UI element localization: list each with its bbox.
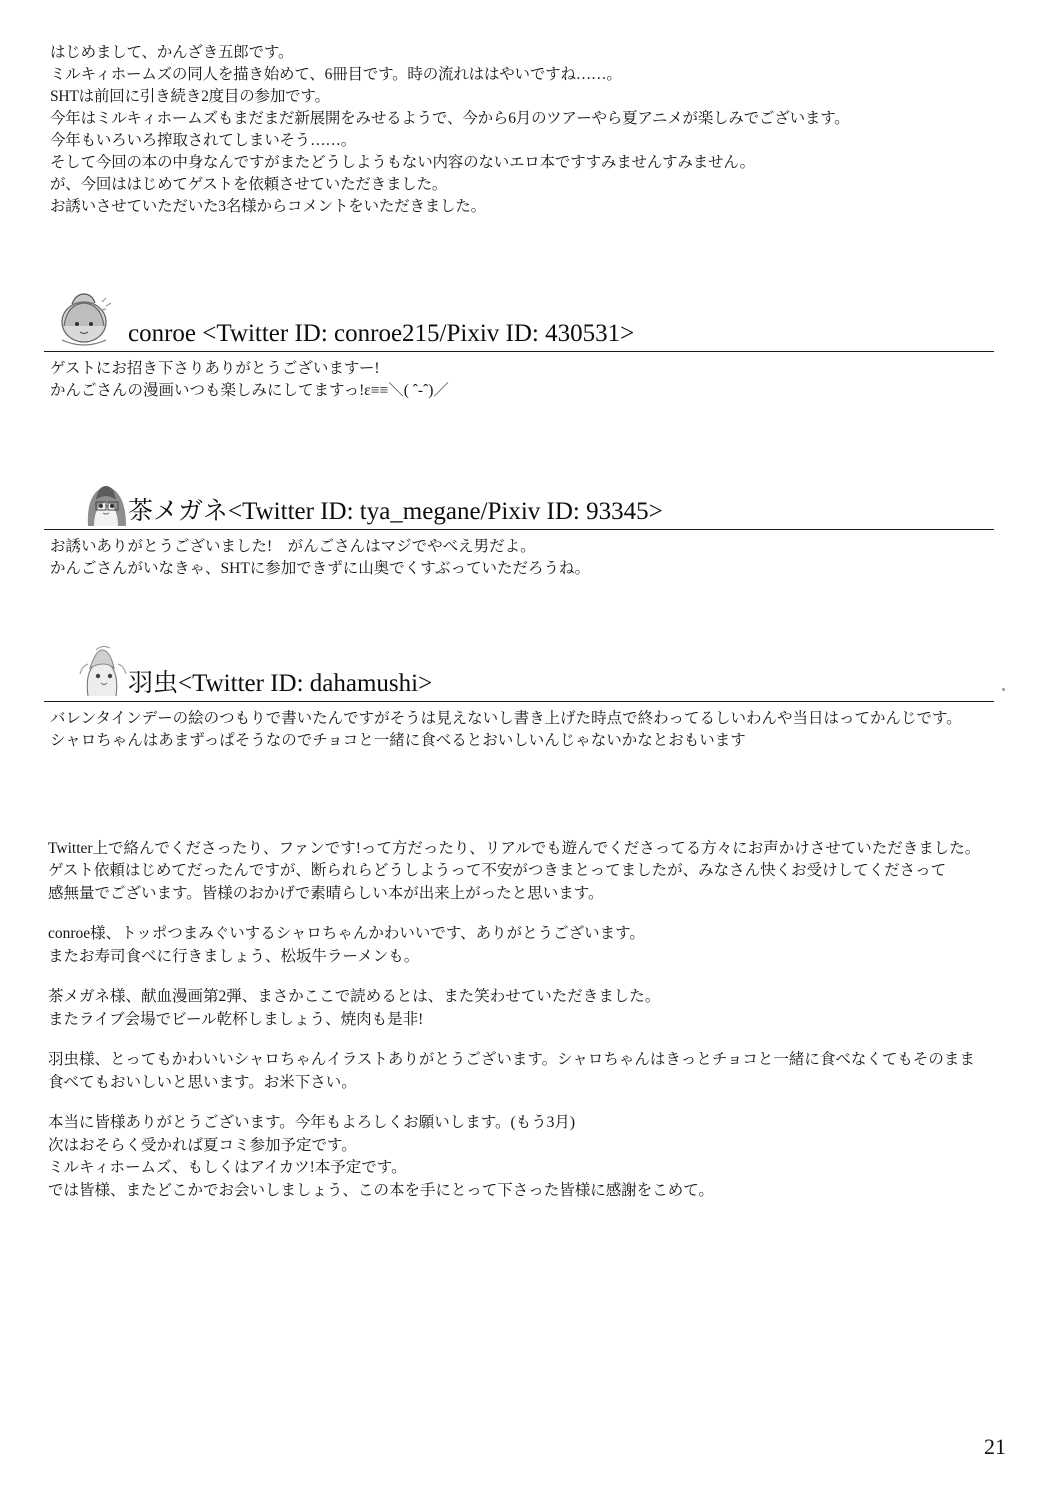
closing-line: では皆様、またどこかでお会いしましょう、この本を手にとって下さった皆様に感謝をこめて。 (48, 1181, 714, 1199)
guest-comment-line: ゲストにお招き下さりありがとうございますー! (50, 360, 380, 377)
closing-line: 次はおそらく受かれば夏コミ参加予定です。 (48, 1136, 357, 1154)
guest-divider (44, 701, 994, 702)
intro-text (50, 42, 950, 218)
conroe-avatar-icon (44, 288, 128, 350)
page-number: 21 (984, 1434, 1006, 1459)
closing-line: またライブ会場でビール乾杯しましょう、焼肉も是非! (48, 1010, 424, 1028)
closing-line: 茶メガネ様、献血漫画第2弾、まさかここで読めるとは、また笑わせていただきました。 (48, 988, 661, 1006)
intro-line: はじめまして、かんざき五郎です。 (50, 44, 294, 61)
closing-line: 羽虫様、とってもかわいいシャロちゃんイラストありがとうございます。シャロちゃんはきっとチョコと一緒に食べなくてもそのまま (48, 1051, 975, 1069)
guest-header (44, 288, 994, 350)
closing-line: Twitter上で絡んでくださったり、ファンです!って方だったり、リアルでも遊んでくださってる方々にお声かけさせていただきました。 (48, 840, 981, 857)
intro-line: SHTは前回に引き続き2度目の参加です。 (50, 88, 330, 105)
guest-section-dahamushi (44, 638, 994, 752)
closing-line: 食べてもおいしいと思います。お米下さい。 (48, 1073, 357, 1091)
closing-text (48, 820, 998, 1220)
closing-line: またお寿司食べに行きましょう、松坂牛ラーメンも。 (48, 947, 420, 965)
intro-line: そして今回の本の中身なんですがまたどうしようもない内容のないエロ本ですすみませんすみません。 (50, 154, 755, 171)
guest-section-tya-megane (44, 466, 994, 580)
guest-comment-line: かんごさんがいなきゃ、SHTに参加できずに山奥でくすぶっていただろうね。 (50, 560, 591, 577)
closing-line: 感無量でございます。皆様のおかげで素晴らしい本が出来上がったと思います。 (48, 884, 604, 902)
guest-header (44, 466, 994, 528)
intro-line: 今年はミルキィホームズもまだまだ新展開をみせるようで、今から6月のツアーやら夏アニメが楽しみでございます。 (50, 110, 850, 127)
guest-comment-line: シャロちゃんはあまずっぱそうなのでチョコと一緒に食べるとおいしいんじゃないかなとおもいます (50, 732, 746, 749)
guest-name: 羽虫<Twitter ID: dahamushi> (128, 670, 433, 697)
closing-line: ゲスト依頼はじめてだったんですが、断られらどうしようって不安がつきまとってましたが、みなさん快くお受けしてくださって (48, 862, 947, 880)
closing-line: 本当に皆様ありがとうございます。今年もよろしくお願いします。(もう3月) (48, 1114, 576, 1132)
closing-line: ミルキィホームズ、もしくはアイカツ!本予定です。 (48, 1159, 407, 1177)
guest-comment-line: お誘いありがとうございました! がんごさんはマジでやべえ男だよ。 (50, 538, 536, 555)
tya-megane-avatar-icon (44, 466, 128, 528)
intro-line: が、今回ははじめてゲストを依頼させていただきました。 (50, 176, 448, 193)
intro-line: 今年もいろいろ搾取されてしまいそう……。 (50, 132, 357, 149)
guest-comment-line: バレンタインデーの絵のつもりで書いたんですがそうは見えないし書き上げた時点で終わってるしいわんや当日はってかんじです。 (50, 710, 962, 727)
guest-comment (50, 358, 994, 402)
guest-divider (44, 351, 994, 352)
guest-name: conroe <Twitter ID: conroe215/Pixiv ID: 430531> (128, 320, 635, 347)
closing-line: conroe様、トッポつまみぐいするシャロちゃんかわいいです、ありがとうございます。 (48, 925, 645, 943)
intro-line: ミルキィホームズの同人を描き始めて、6冊目です。時の流れははやいですね……。 (50, 66, 622, 83)
intro-line: お誘いさせていただいた3名様からコメントをいただきました。 (50, 198, 486, 215)
guest-name: 茶メガネ<Twitter ID: tya_megane/Pixiv ID: 93345> (128, 498, 663, 525)
guest-section-conroe (44, 288, 994, 402)
page-speck (1002, 688, 1005, 691)
guest-comment-line: かんごさんの漫画いつも楽しみにしてますっ!ε≡≡＼( ˆ-ˆ)／ (50, 382, 449, 399)
guest-comment (50, 536, 994, 580)
guest-divider (44, 529, 994, 530)
guest-comment (50, 708, 994, 752)
guest-header (44, 638, 994, 700)
dahamushi-avatar-icon (44, 638, 128, 700)
